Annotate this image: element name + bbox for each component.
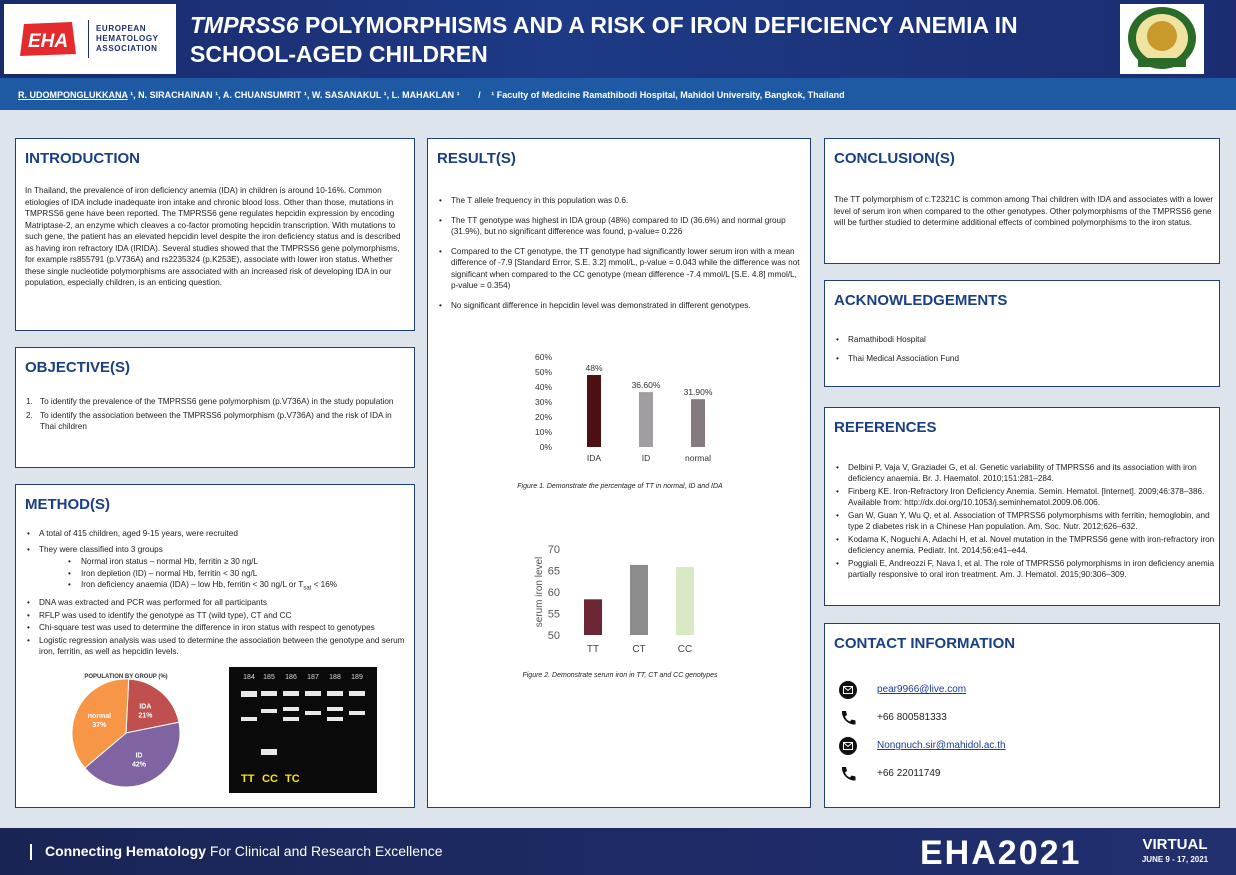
data-label: 36.60%: [631, 380, 661, 391]
lane-label: 188: [329, 674, 341, 681]
x-tick-label: IDA: [586, 453, 602, 463]
figure-2-caption: Figure 2. Demonstrate serum iron in TT, CT and CC genotypes: [522, 672, 718, 679]
y-axis-label: serum iron level: [534, 556, 545, 628]
y-tick-label: 20%: [534, 412, 552, 422]
lane-label: 187: [307, 674, 319, 681]
bar-normal: [691, 399, 705, 447]
pie-slice-name: IDA: [139, 703, 152, 711]
list-item: • Kodama K, Noguchi A, Adachi H, et al. Novel mutation in the TMPRSS6 gene with iron-refractory iron deficiency anemia. Pediatr. Int. 2014;56:e41–e44.: [834, 534, 1216, 556]
y-tick-label: 65: [547, 565, 560, 578]
genotype-label: TT: [241, 773, 255, 785]
references-heading: REFERENCES: [834, 419, 937, 436]
pie-slice-name: ID: [135, 752, 143, 760]
results-list: [437, 195, 803, 315]
lane-label: 184: [243, 674, 255, 681]
affiliation: ¹ Faculty of Medicine Ramathibodi Hospital, Mahidol University, Bangkok, Thailand: [491, 90, 845, 100]
gel-bands: [229, 667, 377, 793]
list-item: • No significant difference in hepcidin level was demonstrated in different genotypes.: [437, 300, 803, 312]
references-panel: [824, 407, 1220, 606]
pie-slice-label: 37%: [92, 721, 107, 729]
conclusion-panel: [824, 138, 1220, 264]
email-link[interactable]: pear9966@live.com: [877, 684, 967, 695]
x-tick-label: CC: [677, 644, 693, 655]
references-list: [834, 462, 1216, 584]
data-label: 31.90%: [683, 387, 713, 398]
lane-label: 185: [263, 674, 275, 681]
list-item: • Gan W, Guan Y, Wu Q, et al. Association of TMPRSS6 polymorphisms with ferritin, hemoglobin, and type 2 diabetes risk in a Chinese Han population. Am. Soc. Nutr. 2012;626–632.: [834, 510, 1216, 532]
pie-slice-label: 21%: [138, 712, 153, 720]
bar-id: [639, 392, 653, 447]
email-link[interactable]: Nongnuch.sir@mahidol.ac.th: [877, 740, 1006, 751]
list-item: • Ramathibodi Hospital: [834, 334, 1214, 346]
methods-panel: [15, 484, 415, 808]
bar-tt: [584, 599, 602, 635]
lane-label: 186: [285, 674, 297, 681]
gel-electrophoresis-image: [229, 667, 377, 793]
lane-label: 189: [351, 674, 363, 681]
sub-item: • Iron deficiency anaemia (IDA) – low Hb, ferritin < 30 ng/L or $T_{sat} < 16\%$: [25, 579, 409, 595]
footer-divider: [30, 844, 32, 860]
footer-dates: JUNE 9 - 17, 2021: [1141, 855, 1209, 864]
methods-list: [25, 528, 409, 662]
conclusion-text: The TT polymorphism of c.T2321C is common among Thai children with IDA and associates with a lower level of serum iron when compared to the other genotypes. Other polymorphisms of the TMPRSS6 gene will be further studied to determine additional effects of combined polymorphisms to the iron status.: [834, 195, 1214, 227]
results-heading: RESULT(S): [437, 150, 516, 167]
poster-title: TMPRSS6 POLYMORPHISMS AND A RISK OF IRON DEFICIENCY ANEMIA IN SCHOOL-AGED CHILDREN: [190, 12, 1018, 67]
list-item: • They were classified into 3 groups: [25, 544, 409, 556]
population-pie-chart: [56, 669, 196, 794]
author-separator: /: [478, 90, 481, 100]
phone-icon: [839, 709, 857, 727]
sub-item: • Normal iron status – normal Hb, ferritin ≥ 30 ng/L: [25, 556, 409, 568]
objectives-heading: OBJECTIVE(S): [25, 359, 131, 376]
list-item: • RFLP was used to identify the genotype as TT (wild type), CT and CC: [25, 610, 409, 622]
footer-tagline: Connecting Hematology For Clinical and Research Excellence: [45, 843, 443, 859]
footer-brand: EHA2021: [920, 834, 1082, 872]
authors-bar: [0, 78, 1236, 110]
y-tick-label: 30%: [534, 397, 552, 407]
email-icon: [839, 737, 857, 755]
data-label: 48%: [585, 363, 603, 373]
x-tick-label: normal: [685, 453, 711, 463]
introduction-panel: [15, 138, 415, 331]
x-tick-label: CT: [632, 644, 646, 655]
acknowledgements-list: [834, 334, 1214, 368]
y-tick-label: 60: [547, 587, 560, 599]
list-item: • Poggiali E, Andreozzi F, Nava I, et al. The role of TMPRSS6 polymorphisms in iron deficiency anemia partially responsive to oral iron treatment. Am. J. Hematol. 2015;90:306–309.: [834, 558, 1216, 580]
y-tick-label: 50: [547, 630, 560, 642]
acknowledgements-heading: ACKNOWLEDGEMENTS: [834, 292, 1008, 309]
pie-slice-label: 42%: [131, 761, 146, 769]
methods-heading: METHOD(S): [25, 496, 110, 513]
list-item: • The TT genotype was highest in IDA group (48%) compared to ID (36.6%) and normal group (31.9%), but no significant difference was found, p-value= 0.226: [437, 215, 803, 238]
acknowledgements-panel: [824, 280, 1220, 387]
eha-logo-icon: [16, 20, 80, 58]
y-tick-label: 0%: [539, 442, 552, 452]
list-item: • Thai Medical Association Fund: [834, 353, 1214, 365]
objectives-panel: [15, 347, 415, 468]
email-icon: [839, 681, 857, 699]
phone-number: +66 22011749: [877, 768, 941, 779]
poster-footer: [0, 828, 1236, 875]
university-seal-icon: [1120, 4, 1204, 74]
phone-icon: [839, 765, 857, 783]
logo-divider: [88, 20, 89, 58]
genotype-label: CC: [262, 773, 278, 785]
x-tick-label: ID: [641, 453, 651, 463]
y-tick-label: 60%: [534, 352, 552, 362]
poster-header: [0, 0, 1236, 78]
list-item: 1. To identify the prevalence of the TMPRSS6 gene polymorphism (p.V736A) in the study population: [26, 397, 394, 406]
list-item: • The T allele frequency in this population was 0.6.: [437, 195, 803, 207]
figure-1-caption: Figure 1. Demonstrate the percentage of TT in normal, ID and IDA: [517, 483, 723, 490]
genotype-label: TC: [285, 773, 300, 785]
eha-logo-text: EUROPEAN HEMATOLOGY ASSOCIATION: [96, 24, 159, 53]
list-item: • Compared to the CT genotype, the TT genotype had significantly lower serum iron with a mean difference of -7.9 [Standard Error, S.E. 3.2] mmol/L, p-value = 0.043 while the difference was not significant when compared to the CC genotype (mean difference -7.4 mmol/L [S.E. 4.8] mmol/L, p-value = 0.354): [437, 246, 803, 292]
tt-percentage-bar-chart: [518, 344, 738, 474]
pie-slice-name: normal: [87, 712, 112, 720]
y-tick-label: 40%: [534, 382, 552, 392]
list-item: • Delbini P, Vaja V, Graziadei G, et al. Genetic variability of TMPRSS6 and its association with iron deficiency anaemia. Br. J. Haematol. 2010;151:281–284.: [834, 462, 1216, 484]
results-panel: [427, 138, 811, 808]
sub-item: • Iron depletion (ID) – normal Hb, ferritin < 30 ng/L: [25, 568, 409, 580]
list-item: • DNA was extracted and PCR was performed for all participants: [25, 597, 409, 609]
first-author: R. UDOMPONGLUKKANA: [18, 90, 128, 100]
bar-cc: [676, 567, 694, 635]
introduction-text: In Thailand, the prevalence of iron deficiency anemia (IDA) in children is around 10-16%. Common etiologies of IDA include inadequate iron intake and chronic blood loss. Other than those, mutations in TMPRSS6 gene have been reported. The TMPRSS6 gene regulates hepcidin expression by encoding Matriptase-2, an enzyme which cleaves a co-factor promoting hepcidin transcription. With mutations to such gene, the patient has an elevated hepcidin level despite the iron deficiency status and is described as having iron refractory IDA (IRIDA). Several studies showed that the TMPRSS6 gene polymorphisms, for example rs855791 (p.V736A) and rs2235324 (p.K253E), associate with lower iron status. Whether these single nucleotide polymorphisms are associated with an increased risk of developing IDA in our population, especially children, is an enticing question.: [25, 186, 401, 287]
bar-ct: [630, 565, 648, 635]
contact-panel: [824, 623, 1220, 808]
list-item: • Chi-square test was used to determine the difference in iron status with respect to genotypes: [25, 622, 409, 634]
x-tick-label: TT: [586, 644, 600, 655]
bar-ida: [587, 375, 601, 447]
list-item: • Logistic regression analysis was used to determine the association between the genotype and serum iron, ferritin, as well as hepcidin levels.: [25, 635, 409, 658]
introduction-heading: INTRODUCTION: [25, 150, 140, 167]
y-tick-label: 55: [547, 608, 560, 621]
serum-iron-bar-chart: [528, 537, 728, 662]
list-item: 2. To identify the association between the TMPRSS6 polymorphism (p.V736A) and the risk of IDA in Thai children: [26, 410, 392, 431]
y-tick-label: 50%: [534, 367, 552, 377]
eha-logo: [4, 4, 176, 74]
footer-virtual: VIRTUAL: [1142, 836, 1208, 853]
conclusion-heading: CONCLUSION(S): [834, 150, 955, 167]
pie-slices: [72, 679, 180, 787]
list-item: • A total of 415 children, aged 9-15 years, were recruited: [25, 528, 409, 540]
objectives-list: [26, 396, 398, 435]
list-item: • Finberg KE. Iron-Refractory Iron Deficiency Anemia. Semin. Hematol. [Internet]. 2009;46:378–386. Available from: http://dx.doi.org/10.1053/j.seminhematol.2009.06.006.: [834, 486, 1216, 508]
contact-heading: CONTACT INFORMATION: [834, 635, 1016, 652]
y-tick-label: 10%: [534, 427, 552, 437]
phone-number: +66 800581333: [877, 712, 947, 723]
eha-logo-abbr: EHA: [27, 31, 69, 52]
co-authors: ¹, N. SIRACHAINAN ¹, A. CHUANSUMRIT ¹, W. SASANAKUL ¹, L. MAHAKLAN ¹: [127, 90, 460, 100]
y-tick-label: 70: [547, 544, 560, 556]
pie-title: POPULATION BY GROUP (%): [84, 674, 168, 680]
